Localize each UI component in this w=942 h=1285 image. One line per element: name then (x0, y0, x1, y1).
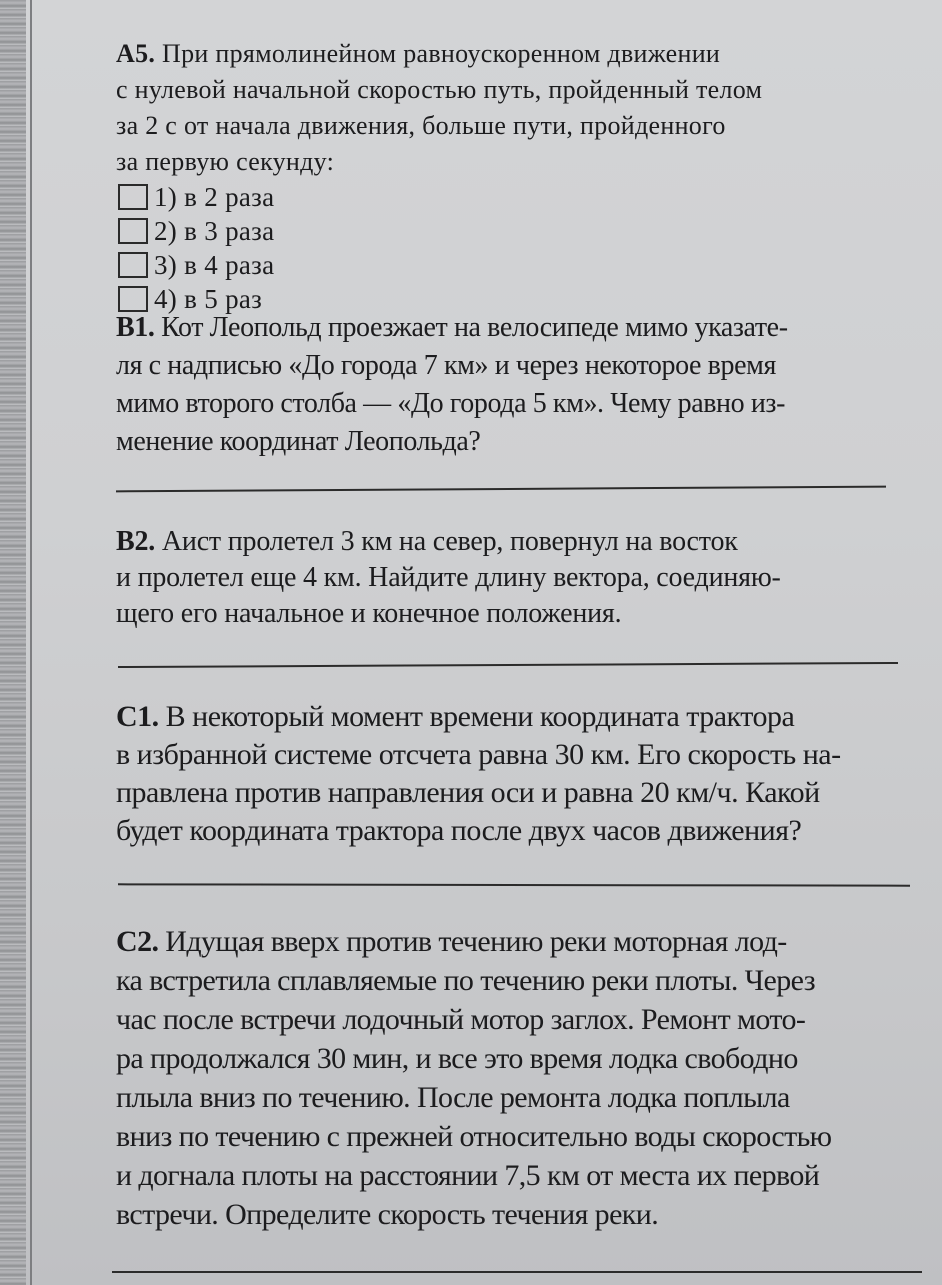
problem-b1 (116, 309, 894, 461)
problem-c1 (116, 698, 908, 850)
problem-b2 (116, 524, 900, 632)
problem-c2-text (116, 922, 926, 1234)
text-line: за 2 с от начала движения, больше пути, пройденного (116, 111, 726, 140)
text-line: щего его начальное и конечное положения. (116, 598, 622, 629)
text-line: час после встречи лодочный мотор заглох. Ремонт мото- (116, 1003, 806, 1036)
answer-option-4[interactable]: 4) в 5 раз (118, 282, 916, 316)
problem-label: В1. (116, 312, 155, 343)
problem-label: А5. (116, 39, 156, 68)
text-line: С2. Идущая вверх против течению реки моторная лод- (116, 925, 787, 958)
problem-c2 (116, 922, 926, 1234)
problem-c1-text (116, 698, 908, 850)
text-line: В1. Кот Леопольд проезжает на велосипеде мимо указате- (116, 312, 788, 343)
text-line: встречи. Определите скорость течения реки. (116, 1198, 659, 1231)
text-line: С1. В некоторый момент времени координата трактора (116, 700, 795, 733)
answer-option-2[interactable]: 2) в 3 раза (118, 214, 916, 248)
text-line: с нулевой начальной скоростью путь, пройденный телом (116, 75, 763, 104)
answer-option-3[interactable]: 3) в 4 раза (118, 248, 916, 282)
text-line: будет координата трактора после двух часов движения? (116, 814, 802, 847)
text-line: и пролетел еще 4 км. Найдите длину вектора, соединяю- (116, 562, 781, 593)
text-line: ля с надписью «До города 7 км» и через некоторое время (116, 350, 776, 381)
text-line: мимо второго столба — «До города 5 км». Чему равно из- (116, 388, 785, 419)
checkbox[interactable] (118, 252, 148, 278)
text-line: в избранной системе отсчета равна 30 км. Его скорость на- (116, 738, 841, 771)
answer-line-b1[interactable] (116, 486, 886, 493)
text-line: ка встретила сплавляемые по течению реки плоты. Через (116, 964, 815, 997)
text-line: правлена против направления оси и равна 20 км/ч. Какой (116, 776, 820, 809)
checkbox[interactable] (118, 184, 148, 210)
text-line: А5. При прямолинейном равноускоренном движении (116, 39, 721, 68)
text-line: менение координат Леопольда? (116, 426, 481, 457)
text-line: ра продолжался 30 мин, и все это время лодка свободно (116, 1042, 798, 1075)
answer-options (118, 180, 916, 316)
problem-label: С1. (116, 700, 159, 733)
answer-line-b2[interactable] (118, 662, 898, 668)
checkbox[interactable] (118, 218, 148, 244)
text-line: и догнала плоты на расстоянии 7,5 км от места их первой (116, 1159, 820, 1192)
answer-line-c1[interactable] (118, 883, 910, 886)
answer-line-c2[interactable] (112, 1271, 922, 1273)
problem-b1-text (116, 309, 894, 461)
text-line: В2. Аист пролетел 3 км на север, повернул на восток (116, 526, 738, 557)
problem-label: В2. (116, 526, 156, 557)
answer-option-1[interactable]: 1) в 2 раза (118, 180, 916, 214)
problem-label: С2. (116, 925, 159, 958)
problem-a5-text (116, 36, 916, 180)
page-margin-line (30, 0, 32, 1285)
problem-b2-text (116, 524, 900, 632)
text-line: плыла вниз по течению. После ремонта лодка поплыла (116, 1081, 790, 1114)
text-line: вниз по течению с прежней относительно воды скоростью (116, 1120, 832, 1153)
text-line: за первую секунду: (116, 147, 335, 176)
page-edge-shadow (0, 0, 26, 1285)
problem-a5 (116, 36, 916, 316)
